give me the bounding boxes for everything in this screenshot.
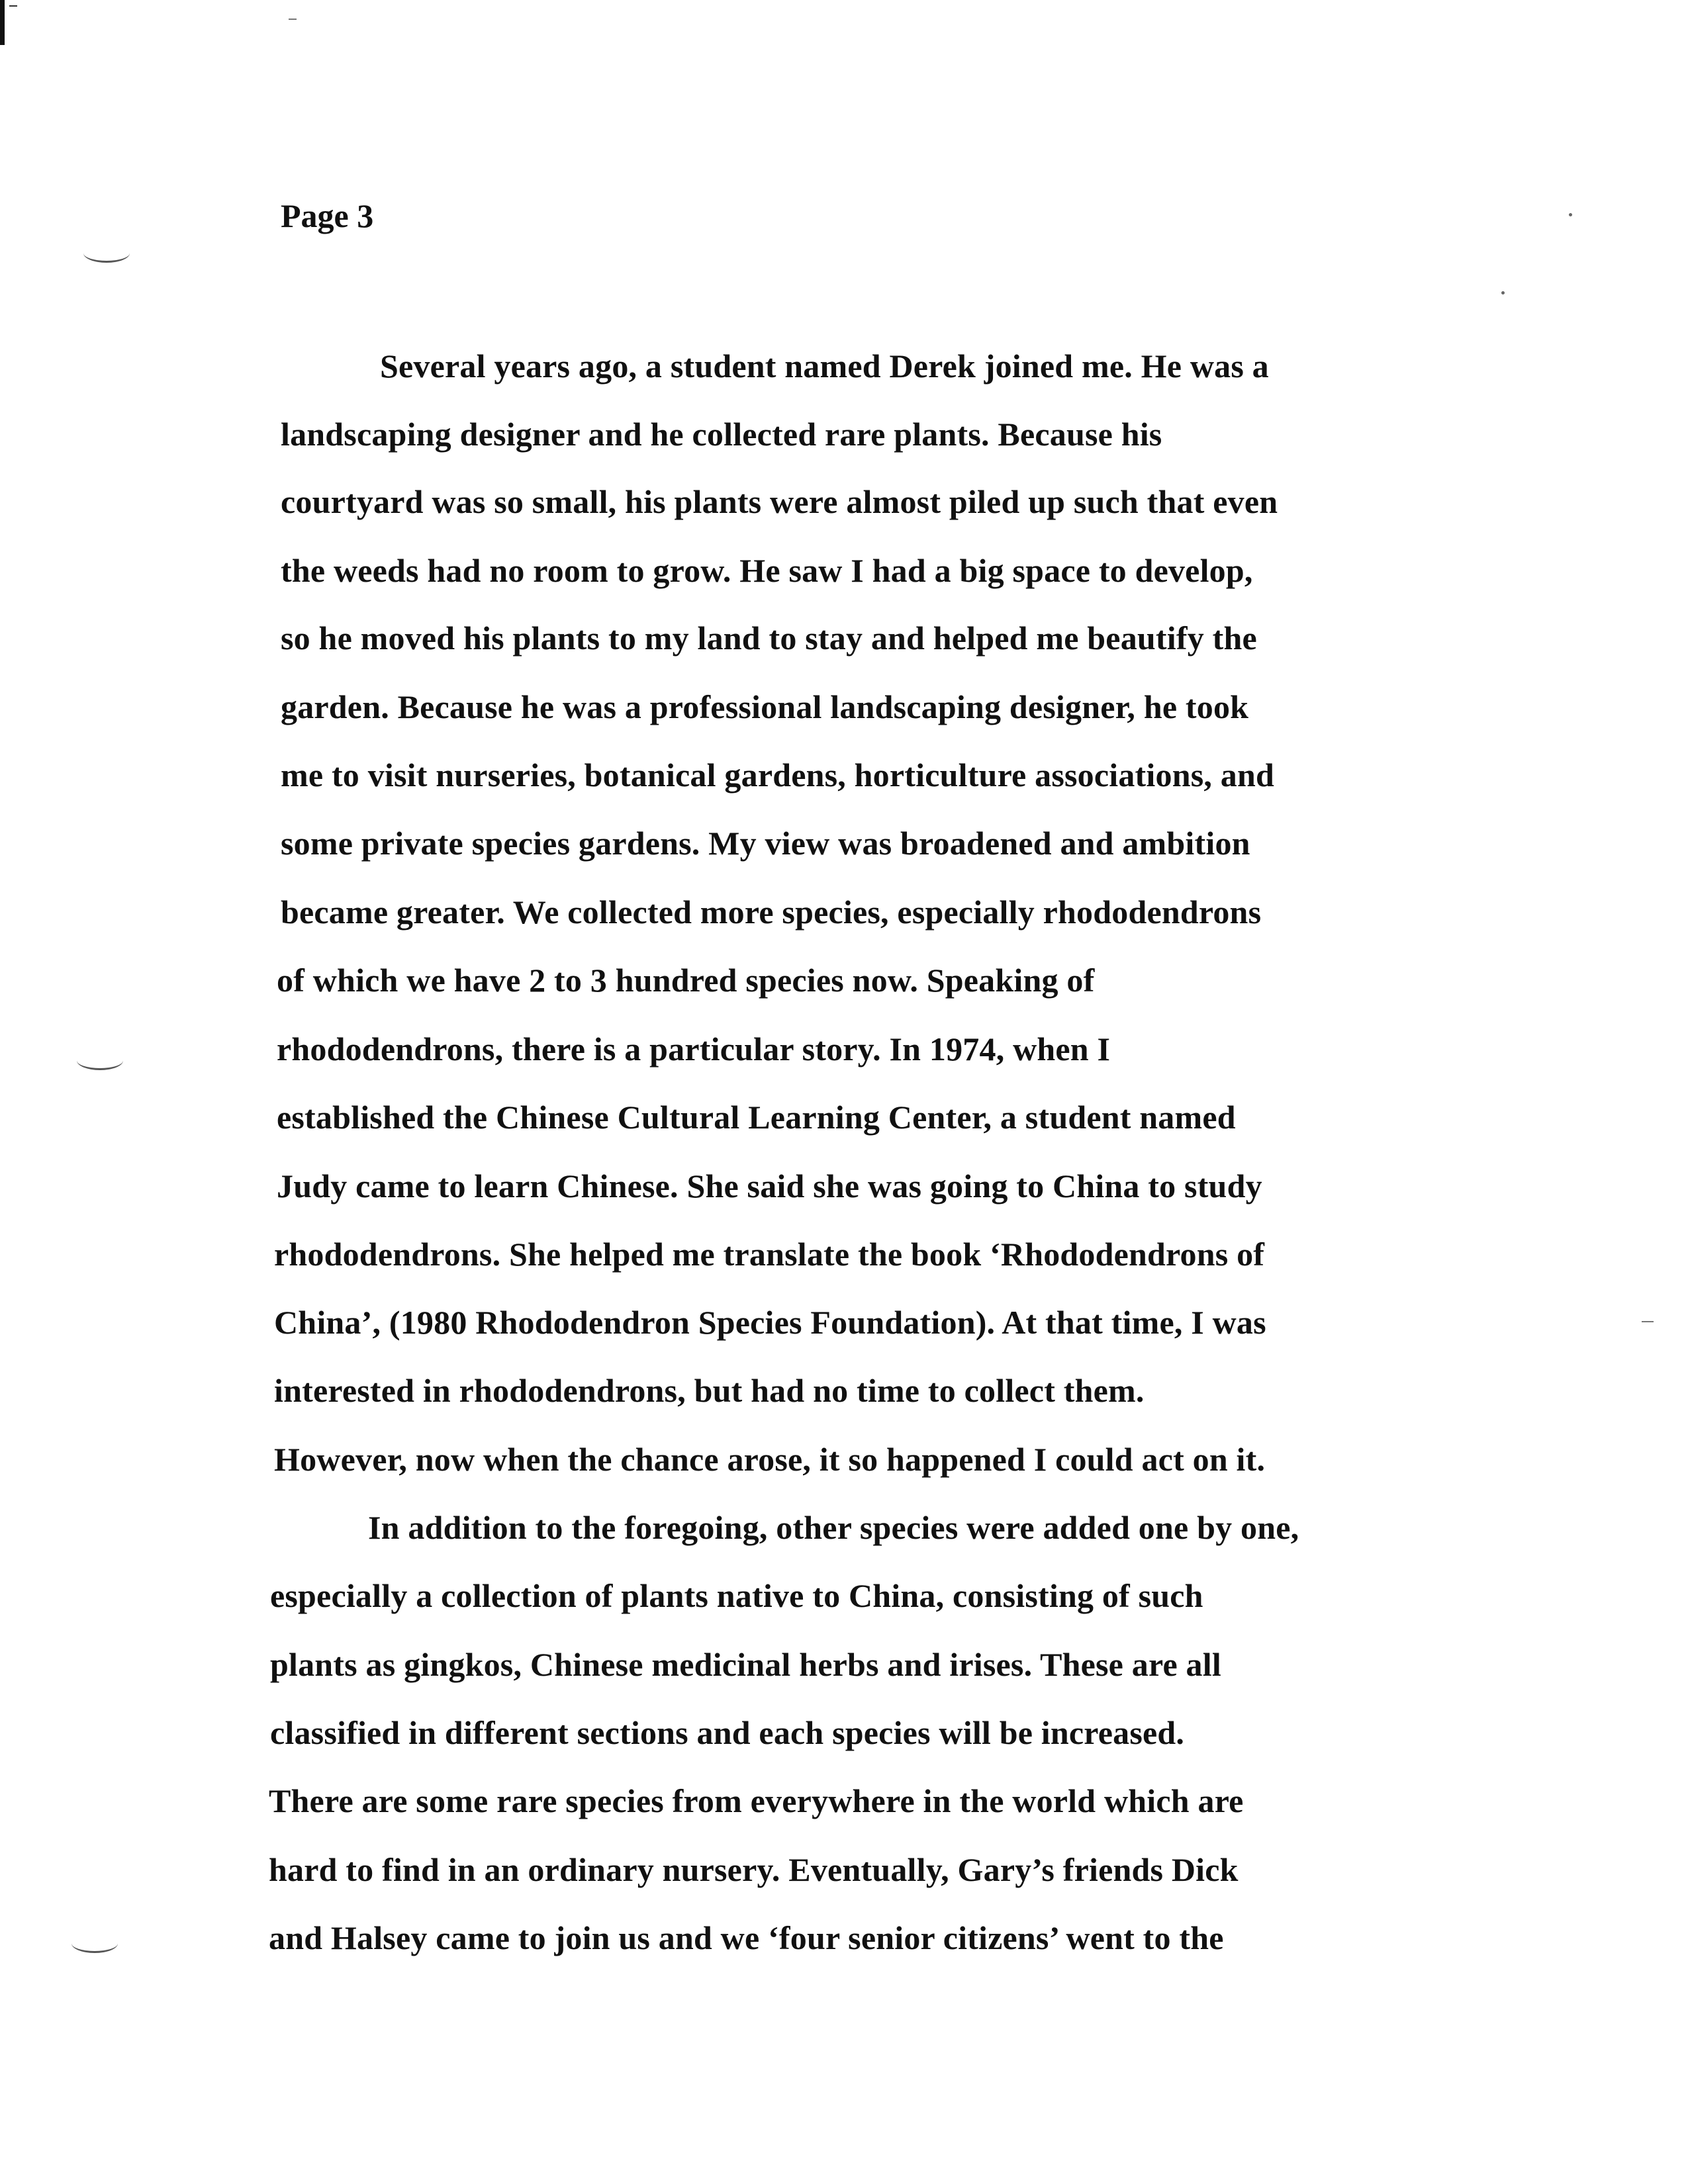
body-line-15: China’, (1980 Rhododendron Species Foundation). At that time, I was	[274, 1304, 1266, 1341]
scan-dash	[289, 19, 297, 20]
body-line-17: However, now when the chance arose, it so happened I could act on it.	[274, 1441, 1266, 1478]
body-line-5: so he moved his plants to my land to stay and helped me beautify the	[281, 619, 1257, 657]
body-line-4: the weeds had no room to grow. He saw I had a big space to develop,	[281, 552, 1253, 589]
body-line-8: some private species gardens. My view was broadened and ambition	[281, 825, 1250, 862]
binder-hole-mark-top	[83, 244, 130, 263]
body-line-6: garden. Because he was a professional landscaping designer, he took	[281, 688, 1249, 725]
body-line-14: rhododendrons. She helped me translate the book ‘Rhododendrons of	[274, 1236, 1265, 1273]
scan-speck	[1569, 213, 1572, 216]
scan-edge-mark	[0, 0, 5, 45]
body-line-23: hard to find in an ordinary nursery. Eventually, Gary’s friends Dick	[269, 1851, 1239, 1888]
body-line-18: In addition to the foregoing, other species were added one by one,	[368, 1509, 1299, 1546]
body-line-10: of which we have 2 to 3 hundred species now. Speaking of	[277, 962, 1095, 999]
body-line-12: established the Chinese Cultural Learning Center, a student named	[277, 1099, 1236, 1136]
scan-dash	[1642, 1321, 1654, 1322]
body-line-13: Judy came to learn Chinese. She said she was going to China to study	[277, 1167, 1262, 1205]
body-line-19: especially a collection of plants native to China, consisting of such	[270, 1577, 1203, 1614]
body-line-21: classified in different sections and each species will be increased.	[270, 1714, 1185, 1751]
page-number-label: Page 3	[281, 197, 374, 234]
body-line-9: became greater. We collected more species, especially rhododendrons	[281, 893, 1262, 931]
body-line-20: plants as gingkos, Chinese medicinal herbs and irises. These are all	[270, 1646, 1221, 1683]
body-line-11: rhododendrons, there is a particular story. In 1974, when I	[277, 1030, 1111, 1068]
scan-edge-tick	[9, 5, 17, 7]
body-line-2: landscaping designer and he collected rare plants. Because his	[281, 416, 1162, 453]
body-line-3: courtyard was so small, his plants were almost piled up such that even	[281, 483, 1278, 520]
binder-hole-mark-bottom	[71, 1934, 118, 1953]
body-line-22: There are some rare species from everywhere in the world which are	[269, 1782, 1244, 1819]
body-line-7: me to visit nurseries, botanical gardens, horticulture associations, and	[281, 756, 1274, 794]
body-line-16: interested in rhododendrons, but had no time to collect them.	[274, 1372, 1145, 1409]
scan-speck	[1501, 291, 1505, 295]
binder-hole-mark-middle	[77, 1051, 123, 1070]
body-line-1: Several years ago, a student named Derek joined me. He was a	[380, 347, 1269, 385]
body-line-24: and Halsey came to join us and we ‘four senior citizens’ went to the	[269, 1919, 1224, 1956]
